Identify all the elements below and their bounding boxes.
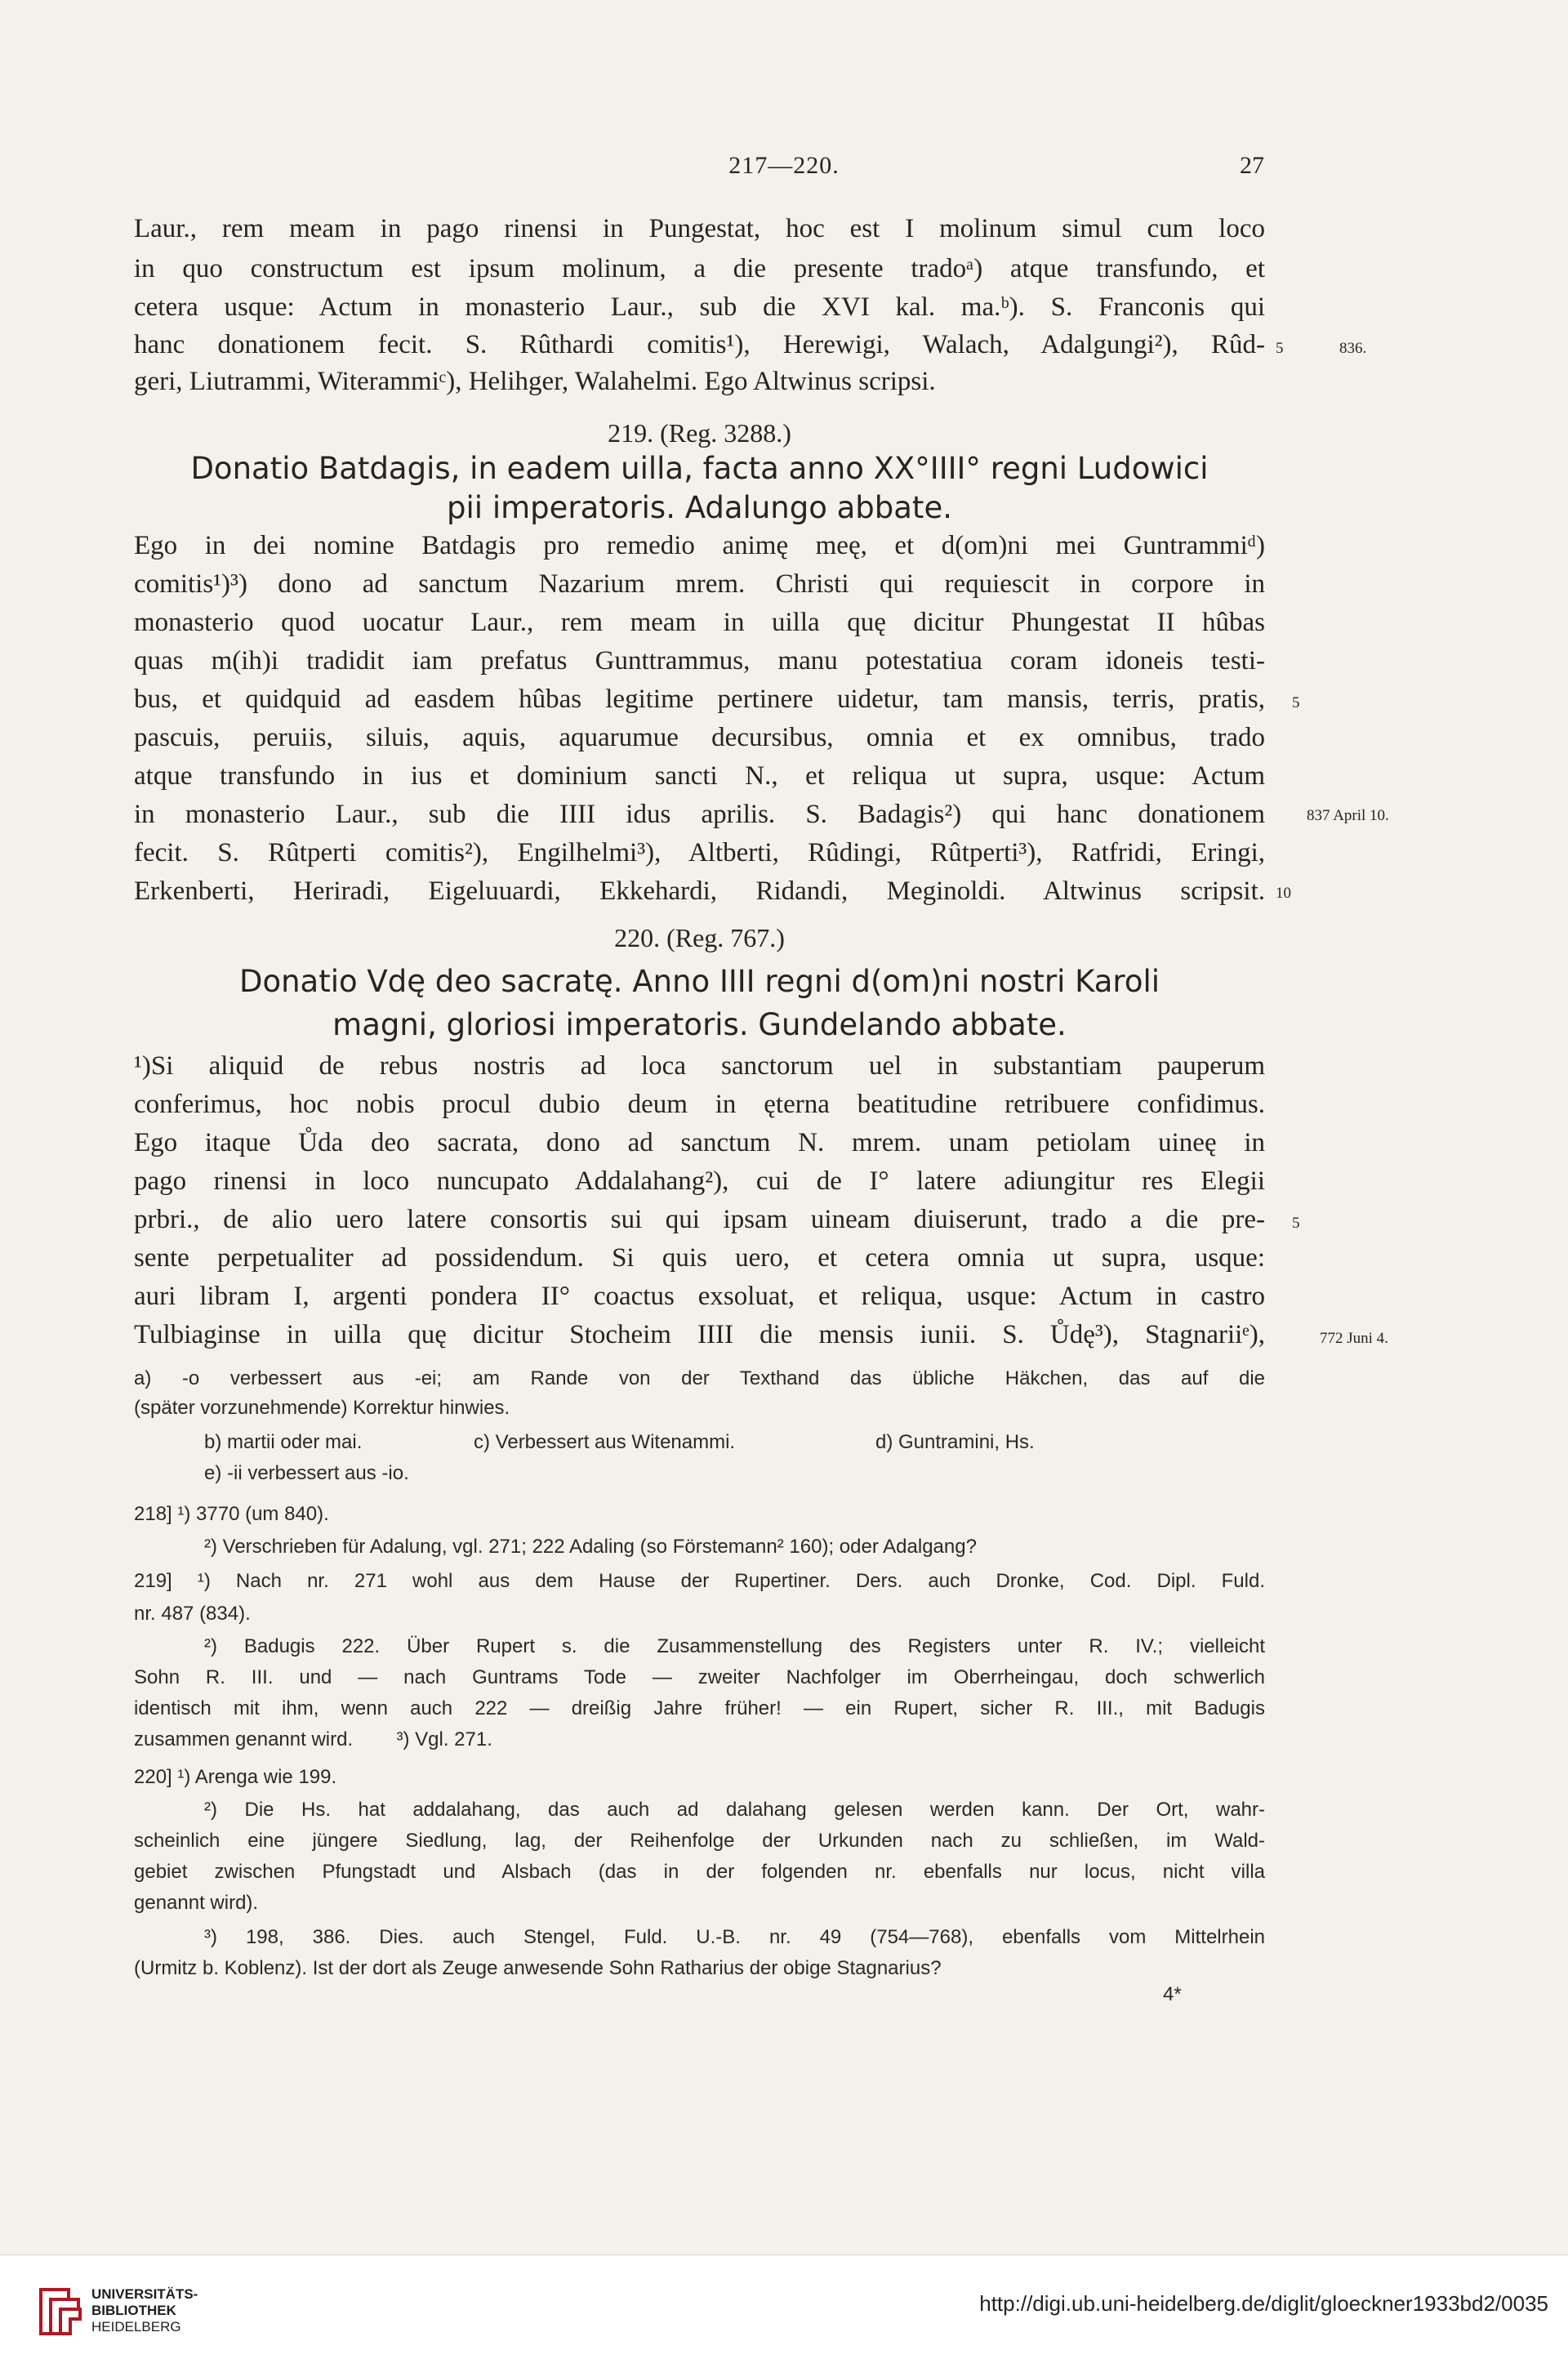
text-line: in monasterio Laur., sub die IIII idus aprilis. S. Badagis²) qui hanc donationem [134, 800, 1265, 829]
margin-date: 837 April 10. [1307, 807, 1389, 824]
text-line: ¹)Si aliquid de rebus nostris ad loca sanctorum uel in substantiam pauperum [134, 1051, 1265, 1081]
text-line: hanc donationem fecit. S. Rûthardi comitis¹), Herewigi, Walach, Adalgungi²), Rûd- [134, 330, 1265, 359]
footnote: (später vorzunehmende) Korrektur hinwies. [134, 1397, 510, 1419]
commentary-note: zusammen genannt wird. ³) Vgl. 271. [134, 1728, 492, 1750]
charter-heading: Donatio Batdagis, in eadem uilla, facta anno XX°IIII° regni Ludowici [190, 451, 1209, 486]
footnote: d) Guntramini, Hs. [875, 1431, 1035, 1453]
library-name [91, 2286, 198, 2335]
text-line: prbri., de alio uero latere consortis sui qui ipsam uineam diuiserunt, trado a die pre- [134, 1205, 1265, 1234]
library-logo-icon [36, 2283, 85, 2340]
text-line: pascuis, peruiis, siluis, aquis, aquarumue decursibus, omnia et ex omnibus, trado [134, 723, 1265, 752]
charter-heading: pii imperatoris. Adalungo abbate. [447, 490, 952, 525]
library-name-line: HEIDELBERG [91, 2319, 181, 2335]
charter-number: 220. (Reg. 767.) [614, 923, 785, 952]
footnote: e) -ii verbessert aus -io. [204, 1462, 409, 1484]
charter-heading: Donatio Vdę deo sacratę. Anno IIII regni d(om)ni nostri Karoli [238, 964, 1160, 999]
commentary-note: 220] ¹) Arenga wie 199. [134, 1766, 337, 1788]
text-line: atque transfundo in ius et dominium sancti N., et reliqua ut supra, usque: Actum [134, 761, 1265, 791]
footnote: c) Verbessert aus Witenammi. [474, 1431, 736, 1453]
commentary-note: 218] ¹) 3770 (um 840). [134, 1503, 329, 1525]
signature-mark: 4* [1163, 1983, 1182, 2005]
commentary-note: identisch mit ihm, wenn auch 222 — dreißig Jahre früher! — ein Rupert, sicher R. III., mit Badugis [134, 1697, 1265, 1719]
commentary-note: ³) 198, 386. Dies. auch Stengel, Fuld. U.-B. nr. 49 (754—768), ebenfalls vom Mittelrhein [204, 1926, 1265, 1948]
permalink[interactable]: http://digi.ub.uni-heidelberg.de/diglit/gloeckner1933bd2/0035 [979, 2291, 1548, 2316]
library-name-line: UNIVERSITÄTS- [91, 2286, 198, 2302]
library-footer [0, 2254, 1568, 2368]
running-head-title: 217—220. [728, 152, 840, 179]
text-line: cetera usque: Actum in monasterio Laur., sub die XVI kal. ma.ᵇ). S. Franconis qui [134, 292, 1265, 322]
commentary-note: nr. 487 (834). [134, 1603, 251, 1625]
text-line: monasterio quod uocatur Laur., rem meam in uilla quę dicitur Phungestat II hûbas [134, 608, 1265, 637]
library-name-line: BIBLIOTHEK [91, 2303, 176, 2318]
text-line: Ego itaque Ůda deo sacrata, dono ad sanctum N. mrem. unam petiolam uineę in [134, 1128, 1265, 1157]
text-line: Erkenberti, Heriradi, Eigeluuardi, Ekkehardi, Ridandi, Meginoldi. Altwinus scripsit. [134, 876, 1265, 906]
commentary-note: 219] ¹) Nach nr. 271 wohl aus dem Hause der Rupertiner. Ders. auch Dronke, Cod. Dipl. Fuld. [134, 1570, 1265, 1592]
margin-date: 836. [1339, 340, 1367, 357]
line-number: 5 [1292, 1215, 1300, 1232]
commentary-note: (Urmitz b. Koblenz). Ist der dort als Zeuge anwesende Sohn Ratharius der obige Stagnarius? [134, 1957, 942, 1979]
text-line: Tulbiaginse in uilla quę dicitur Stocheim IIII die mensis iunii. S. Ůdę³), Stagnariiᵉ), [134, 1320, 1265, 1349]
footnote: a) -o verbessert aus -ei; am Rande von der Texthand das übliche Häkchen, das auf die [134, 1367, 1265, 1389]
text-line: conferimus, hoc nobis procul dubio deum in ęterna beatitudine retribuere confidimus. [134, 1090, 1265, 1119]
line-number: 10 [1276, 885, 1291, 902]
text-line: auri libram I, argenti pondera II° coactus exsoluat, et reliqua, usque: Actum in castro [134, 1282, 1265, 1311]
commentary-note: Sohn R. III. und — nach Guntrams Tode — zweiter Nachfolger im Oberrheingau, doch schwerlich [134, 1666, 1265, 1688]
page-number: 27 [1240, 152, 1264, 179]
commentary-note: genannt wird). [134, 1892, 259, 1914]
charter-heading: magni, gloriosi imperatoris. Gundelando abbate. [332, 1007, 1067, 1042]
commentary-note: ²) Badugis 222. Über Rupert s. die Zusammenstellung des Registers unter R. IV.; vielleicht [204, 1635, 1265, 1657]
line-number: 5 [1276, 340, 1284, 357]
commentary-note: ²) Verschrieben für Adalung, vgl. 271; 222 Adaling (so Förstemann² 160); oder Adalgang? [204, 1536, 977, 1558]
footnote: b) martii oder mai. [204, 1431, 363, 1453]
charter-number: 219. (Reg. 3288.) [608, 418, 791, 448]
text-line: fecit. S. Rûtperti comitis²), Engilhelmi³), Altberti, Rûdingi, Rûtperti³), Ratfridi, Eringi, [134, 838, 1265, 867]
commentary-note: gebiet zwischen Pfungstadt und Alsbach (das in der folgenden nr. ebenfalls nur locus, nicht villa [134, 1861, 1265, 1883]
text-line: geri, Liutrammi, Witerammiᶜ), Helihger, Walahelmi. Ego Altwinus scripsi. [134, 367, 936, 396]
running-head [0, 152, 1568, 185]
line-number: 5 [1292, 694, 1300, 711]
commentary-note: ²) Die Hs. hat addalahang, das auch ad dalahang gelesen werden kann. Der Ort, wahr- [204, 1799, 1265, 1821]
text-line: in quo constructum est ipsum molinum, a die presente tradoᵃ) atque transfundo, et [134, 254, 1265, 283]
text-line: sente perpetualiter ad possidendum. Si quis uero, et cetera omnia ut supra, usque: [134, 1243, 1265, 1273]
text-line: Laur., rem meam in pago rinensi in Pungestat, hoc est I molinum simul cum loco [134, 214, 1265, 243]
text-line: Ego in dei nomine Batdagis pro remedio animę meę, et d(om)ni mei Guntrammiᵈ) [134, 531, 1265, 560]
text-line: pago rinensi in loco nuncupato Addalahang²), cui de I° latere adiungitur res Elegii [134, 1166, 1265, 1196]
text-line: comitis¹)³) dono ad sanctum Nazarium mrem. Christi qui requiescit in corpore in [134, 569, 1265, 599]
margin-date: 772 Juni 4. [1320, 1330, 1388, 1347]
text-line: quas m(ih)i tradidit iam prefatus Gunttrammus, manu potestatiua coram idoneis testi- [134, 646, 1265, 676]
commentary-note: scheinlich eine jüngere Siedlung, lag, der Reihenfolge der Urkunden nach zu schließen, im Wald- [134, 1830, 1265, 1852]
text-line: bus, et quidquid ad easdem hûbas legitime pertinere uidetur, tam mansis, terris, pratis, [134, 685, 1265, 714]
